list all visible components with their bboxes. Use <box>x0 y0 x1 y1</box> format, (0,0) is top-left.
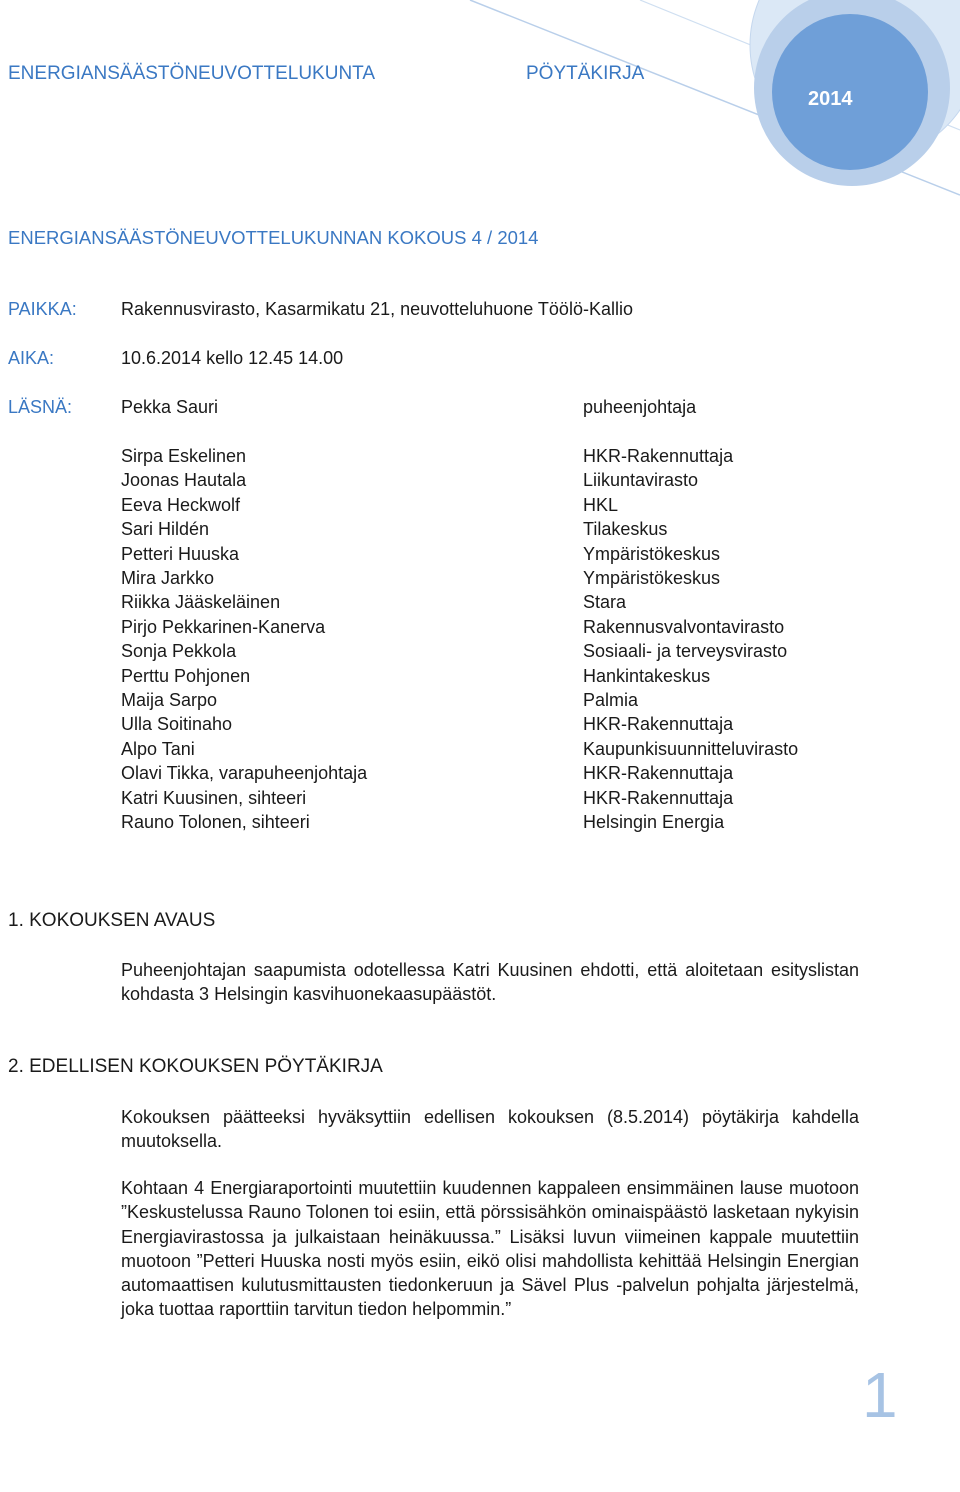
attendee-name: Sirpa Eskelinen <box>121 446 247 466</box>
attendee-name: Ulla Soitinaho <box>121 714 233 735</box>
place-value: Rakennusvirasto, Kasarmikatu 21, neuvotteluhuone Töölö-Kallio <box>121 299 633 319</box>
attendee-org: HKL <box>583 494 619 515</box>
present-label: LÄSNÄ: <box>8 397 73 417</box>
time-value: 10.6.2014 kello 12.45 14.00 <box>121 348 344 368</box>
time-label: AIKA: <box>8 348 55 368</box>
attendee-org: Palmia <box>583 690 639 711</box>
attendee-org: HKR-Rakennuttaja <box>583 714 734 735</box>
header-year-badge: 2014 <box>808 88 853 110</box>
attendee-name: Sari Hildén <box>121 519 210 540</box>
attendee-org: Hankintakeskus <box>583 665 711 686</box>
section-2-paragraph-2: Kohtaan 4 Energiaraportointi muutettiin kuudennen kappaleen ensimmäinen lause muotoon ”Keskustelussa Rauno Tolonen toi esiin, että pörssisähkön ominaispäästö lasketaan nykyisin Energiavirastossa ja julkaistaan heinäkuussa.” Lisäksi luvun viimeinen kappale muutettiin muotoon ”Petteri Huuska nosti myös esiin, eikö olisi mahdollista kehittää Helsingin Energian automaattisen kulutusmittausten tiedonkeruun ja Sävel Plus -palvelun pohjalta järjestelmä, joka tuottaa raporttiin tarvitun tiedon helpommin.” <box>121 1178 859 1320</box>
section-2-paragraph-1: Kokouksen päätteeksi hyväksyttiin edellisen kokouksen (8.5.2014) pöytäkirja kahdella muutoksella. <box>121 1107 859 1152</box>
attendee-name: Eeva Heckwolf <box>121 494 241 515</box>
attendee-org: Tilakeskus <box>583 519 668 540</box>
chair-role: puheenjohtaja <box>583 397 697 417</box>
attendee-org-list <box>583 444 798 835</box>
page-number: 1 <box>862 1359 898 1431</box>
attendee-org: Stara <box>583 592 627 613</box>
attendee-org: Ympäristökeskus <box>583 568 721 589</box>
attendee-name: Olavi Tikka, varapuheenjohtaja <box>121 763 368 784</box>
attendee-name: Rauno Tolonen, sihteeri <box>121 812 310 833</box>
section-1-heading: 1. KOKOUKSEN AVAUS <box>8 910 216 931</box>
attendee-name: Perttu Pohjonen <box>121 665 251 686</box>
attendee-name: Riikka Jääskeläinen <box>121 592 281 613</box>
corner-decoration <box>0 0 960 240</box>
attendee-org: Ympäristökeskus <box>583 543 721 564</box>
header-doc-type: PÖYTÄKIRJA <box>526 63 645 84</box>
section-1-paragraph: Puheenjohtajan saapumista odotellessa Katri Kuusinen ehdotti, että aloitetaan esityslistan kohdasta 3 Helsingin kasvihuonekaasupäästöt. <box>121 960 859 1005</box>
attendee-name: Maija Sarpo <box>121 690 218 711</box>
attendee-name: Sonja Pekkola <box>121 641 237 662</box>
attendee-org: HKR-Rakennuttaja <box>583 763 734 784</box>
place-label: PAIKKA: <box>8 299 77 319</box>
attendee-org: Liikuntavirasto <box>583 470 699 491</box>
chair-name: Pekka Sauri <box>121 397 219 417</box>
attendee-name-list <box>121 444 367 835</box>
section-2-heading: 2. EDELLISEN KOKOUKSEN PÖYTÄKIRJA <box>8 1056 383 1077</box>
attendee-org: Kaupunkisuunnitteluvirasto <box>583 738 799 759</box>
attendee-name: Pirjo Pekkarinen-Kanerva <box>121 616 326 637</box>
attendee-name: Alpo Tani <box>121 738 195 759</box>
attendee-org: HKR-Rakennuttaja <box>583 787 734 808</box>
attendee-org: Helsingin Energia <box>583 812 725 833</box>
attendee-org: Rakennusvalvontavirasto <box>583 616 785 637</box>
attendee-org: HKR-Rakennuttaja <box>583 446 734 466</box>
attendee-name: Katri Kuusinen, sihteeri <box>121 787 307 808</box>
attendee-name: Joonas Hautala <box>121 470 247 491</box>
meeting-title: ENERGIANSÄÄSTÖNEUVOTTELUKUNNAN KOKOUS 4 / 2014 <box>8 227 539 248</box>
header-org: ENERGIANSÄÄSTÖNEUVOTTELUKUNTA <box>8 63 376 84</box>
attendee-name: Petteri Huuska <box>121 543 240 564</box>
attendee-name: Mira Jarkko <box>121 568 215 589</box>
attendee-org: Sosiaali- ja terveysvirasto <box>583 641 788 662</box>
